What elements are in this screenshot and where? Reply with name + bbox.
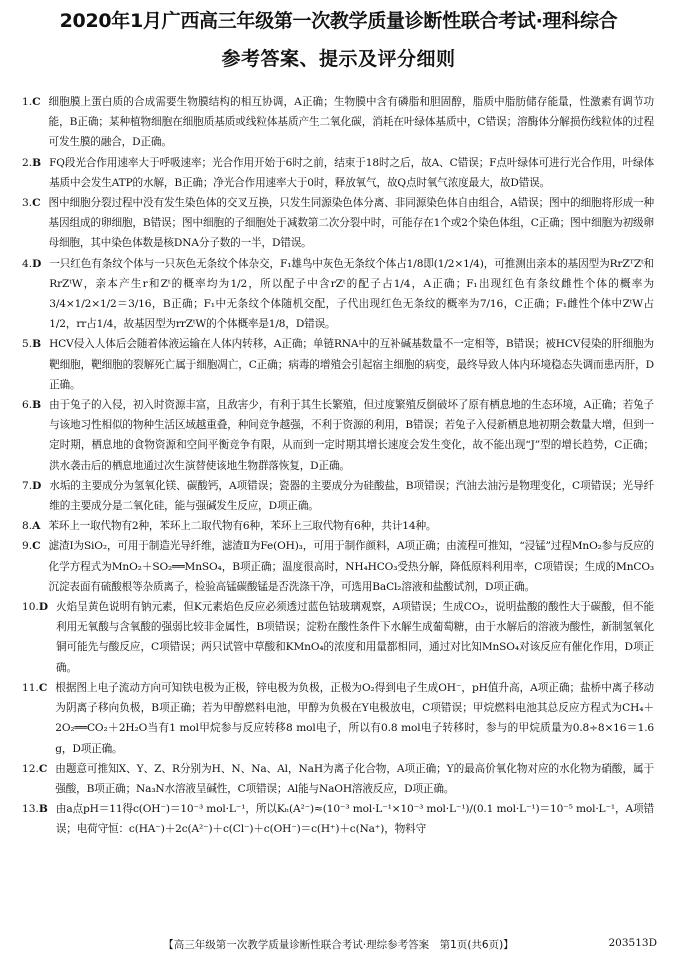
item-number: 13. [22, 803, 39, 816]
item-answer: D [32, 257, 42, 270]
answer-item [22, 516, 654, 536]
item-explanation: 图中细胞分裂过程中没有发生染色体的交叉互换，只发生同源染色体分离、非同源染色体自由组合，A错误；图中的细胞将形成一种基因组成的卵细胞，B错误；图中细胞的子细胞处于减数第二次分裂中时，可能存在1个或2个染色体组，C正确；图中细胞为初级卵母细胞，其中染色体数是核DNA分子数的一半，D错误。 [48, 197, 654, 250]
item-answer: B [32, 399, 42, 412]
item-explanation: 根据图上电子流动方向可知铁电极为正极，锌电极为负极，正极为O₂得到电子生成OH⁻，pH值升高，A项正确；盐桥中离子移动为阴离子移向负极，B项正确；若为甲醇燃料电池，甲醇为负极在Y电极放电，C项错误；甲烷燃料电池其总反应方程式为CH₄＋2O₂══CO₂＋2H₂O当有1 mol甲烷参与反应转移8 mol电子，所以有0.8 mol电子转移时，参与的甲烷质量为0.8÷8×16＝1.6 g，D项正确。 [55, 681, 654, 755]
item-answer: B [32, 338, 42, 351]
item-number: 10. [22, 601, 39, 614]
item-number: 11. [22, 681, 39, 694]
item-explanation: 水垢的主要成分为氢氧化镁、碳酸钙，A项错误；瓷器的主要成分为硅酸盐，B项错误；汽油去油污是物理变化，C项错误；光导纤维的主要成分是二氧化硅，能与强碱发生反应，D项正确。 [49, 479, 654, 513]
answer-item [22, 536, 654, 597]
item-answer: C [32, 197, 41, 210]
item-answer: C [38, 681, 48, 694]
item-number: 9. [22, 540, 33, 553]
answer-item [22, 759, 654, 799]
answer-item [22, 678, 654, 759]
answer-item [22, 153, 654, 193]
footer-code: 203513D [608, 937, 657, 949]
item-answer: C [32, 540, 41, 553]
answer-item [22, 395, 654, 476]
item-number: 7. [22, 479, 33, 492]
item-answer: D [38, 601, 49, 614]
item-number: 2. [22, 156, 33, 169]
item-answer: C [38, 762, 48, 775]
answer-item [22, 334, 654, 395]
item-answer: B [32, 156, 42, 169]
item-explanation: 由题意可推知X、Y、Z、R分别为H、N、Na、Al，NaH为离子化合物，A项正确；Y的最高价氧化物对应的水化物为硝酸，属于强酸，B项正确；Na₃N水溶液呈碱性，C项错误；Al能与NaOH溶液反应，D项正确。 [55, 762, 654, 795]
item-explanation: 滤渣Ⅰ为SiO₂，可用于制造光导纤维，滤渣Ⅱ为Fe(OH)₃，可用于制作颜料，A项正确；由流程可推知，“浸锰”过程MnO₂参与反应的化学方程式为MnO₂＋SO₂══MnSO₄，B项正确；温度很高时，NH₄HCO₃受热分解，降低原料利用率，C项错误；生成的MnCO₃沉淀表面有硫酸根等杂质离子，检验高锰碳酸锰是否洗涤干净，可选用BaCl₂溶液和盐酸试剂，D项正确。 [48, 540, 654, 593]
item-number: 1. [22, 96, 33, 108]
answer-item [22, 92, 654, 153]
item-explanation: 一只红色有条纹个体与一只灰色无条纹个体杂交，F₁雄鸟中灰色无条纹个体占1/8即(1/2×1/4)，可推测出亲本的基因型为RrZᵀZᵗ和RrZᵗW，亲本产生r和Zᵗ的概率均为1/2，所以配子中含rZᵗ的配子占1/4，A正确；F₁出现红色有条纹雌性个体的概率为3/4×1/2×1/2＝3/16，B正确；F₁中无条纹个体随机交配，子代出现红色无条纹的概率为7/16，C正确；F₁雌性个体中ZᵗW占1/2，rr占1/4，故基因型为rrZᵗW的个体概率是1/8，D错误。 [49, 257, 654, 331]
answer-item [22, 193, 654, 254]
item-explanation: 由于兔子的入侵，初入时资源丰富，且敌害少，有利于其生长繁殖，但过度繁殖反倒破坏了原有栖息地的生态环境，A正确；若兔子与该地习性相似的物种生活区域越重叠，种间竞争越强，不利于资源的利用，B错误；若兔子入侵新栖息地初期会数量大增，但到一定时期，栖息地的食物资源和空间平衡竞争有限，从而到一定时期其增长速度会发生变化，故不能出现“J”型的增长趋势，C正确；洪水袭击后的栖息地通过次生演替使该地生物群落恢复，D正确。 [49, 399, 654, 472]
item-answer: D [32, 479, 42, 492]
answer-item [22, 254, 654, 335]
answer-item [22, 799, 654, 839]
item-explanation: 由a点pH＝11得c(OH⁻)＝10⁻³ mol·L⁻¹，所以Kₕ(A²⁻)≈(10⁻³ mol·L⁻¹×10⁻³ mol·L⁻¹)/(0.1 mol·L⁻¹)＝10⁻⁵ mol·L⁻¹，A项错误；电荷守恒：c(HA⁻)＋2c(A²⁻)＋c(Cl⁻)＋c(OH⁻)＝c(H⁺)＋c(Na⁺)，物料守 [55, 803, 654, 836]
item-answer: B [38, 803, 48, 816]
answer-item [22, 476, 654, 516]
item-explanation: 苯环上一取代物有2种，苯环上二取代物有6种，苯环上三取代物有6种，共计14种。 [48, 520, 437, 533]
item-number: 8. [22, 520, 33, 533]
item-answer: A [32, 520, 41, 533]
item-explanation: FQ段光合作用速率大于呼吸速率；光合作用开始于6时之前，结束于18时之后，故A、C错误；F点叶绿体可进行光合作用，叶绿体基质中会发生ATP的水解，B正确；净光合作用速率大于0时，释放氧气，故Q点时氧气浓度最大，故D错误。 [49, 156, 654, 189]
answer-list [22, 92, 654, 840]
page-title: 2020年1月广西高三年级第一次教学质量诊断性联合考试·理科综合 [59, 10, 618, 32]
item-explanation: HCV侵入人体后会随着体液运输在人体内转移，A正确；单链RNA中的互补碱基数量不一定相等，B错误；被HCV侵染的肝细胞为靶细胞，靶细胞的裂解死亡属于细胞凋亡，C正确；病毒的增殖会引起宿主细胞的病变，最终导致人体内环境稳态失调而患丙肝，D正确。 [49, 338, 654, 391]
answer-item [22, 597, 654, 678]
item-explanation: 细胞膜上蛋白质的合成需要生物膜结构的相互协调，A正确；生物膜中含有磷脂和胆固醇，脂质中脂肪储存能量，性激素有调节功能，B正确；某种植物细胞在细胞质基质或线粒体基质产生二氧化碳，消耗在叶绿体基质中，C错误；溶酶体分解损伤线粒体的过程可发生膜的融合，D正确。 [48, 96, 654, 149]
item-explanation: 火焰呈黄色说明有钠元素，但K元素焰色反应必须透过蓝色钴玻璃观察，A项错误；生成CO₂，说明盐酸的酸性大于碳酸，但不能利用无氧酸与含氧酸的强弱比较非金属性，B项错误；淀粉在酸性条件下水解生成葡萄糖，由于水解后的溶液为酸性，新制氢氧化铜可能先与酸反应，C项错误；两只试管中草酸和KMnO₄的浓度和用量都相同，通过对比知MnSO₄对该反应有催化作用，D项正确。 [56, 601, 654, 674]
page-subtitle: 参考答案、提示及评分细则 [221, 48, 456, 70]
item-number: 5. [22, 338, 33, 351]
item-answer: C [32, 96, 41, 108]
page-footer [0, 937, 677, 952]
item-number: 3. [22, 197, 33, 210]
item-number: 6. [22, 399, 33, 412]
item-number: 12. [22, 762, 39, 775]
item-number: 4. [22, 257, 33, 270]
footer-text: 【高三年级第一次教学质量诊断性联合考试·理综参考答案 第1页(共6页)】 [163, 939, 514, 951]
